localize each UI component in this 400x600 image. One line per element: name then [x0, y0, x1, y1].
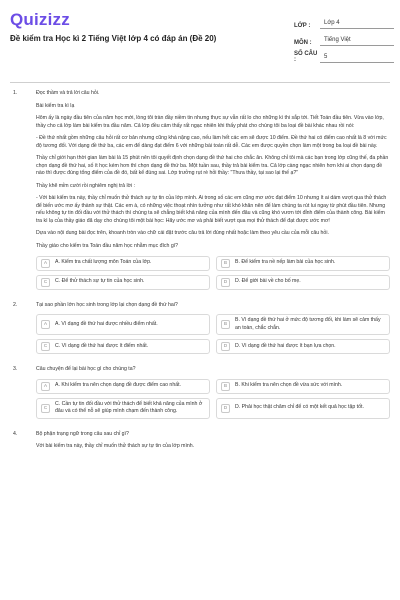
option-text: A. Khi kiểm tra nên chọn dạng đề được điểm cao nhất. [55, 382, 181, 389]
question-4 [10, 431, 390, 456]
option-text: B. Khi kiểm tra nên chọn đề vừa sức với mình. [235, 382, 343, 389]
option-a[interactable] [36, 314, 210, 335]
question-text: Bộ phận trạng ngữ trong câu sau chỉ gì? [36, 430, 129, 437]
example-sentence: Với bài kiểm tra này, thầy chỉ muốn thử thách sự tự tin của lớp mình. [36, 443, 195, 450]
question-number: 2. [13, 301, 18, 308]
answer-options [36, 379, 390, 419]
meta-value-question-count: 5 [320, 54, 394, 63]
meta-key-subject: MÔN : [294, 40, 312, 46]
option-a[interactable] [36, 256, 210, 271]
worksheet-meta [294, 12, 394, 63]
option-text: B. Vì dạng đề thứ hai ở mức độ tương đối, khi làm sẽ cảm thấy an toàn, chắc chắn. [235, 317, 381, 331]
option-letter: D [221, 342, 230, 351]
option-text: A. Kiểm tra chất lượng môn Toán của lớp. [55, 259, 152, 266]
option-text: C. Để thử thách sự tự tin của học sinh. [55, 278, 145, 285]
option-letter: C [41, 278, 50, 287]
worksheet-header [0, 0, 400, 64]
option-text: D. Phải học thật chăm chỉ để có một kết quả học tập tốt. [235, 404, 364, 411]
option-text: D. Vì dạng đề thứ hai được ít bạn lựa chọn. [235, 342, 336, 349]
option-text: D. Để giới bài về cho bố mẹ. [235, 278, 301, 285]
answer-instructions: Dựa vào nội dung bài đọc trên, khoanh tròn vào chữ cái đặt trước câu trả lời đúng nhất hoặc làm theo yêu cầu của mỗi câu hỏi. [36, 230, 329, 237]
passage-paragraph: Thầy chỉ giới hạn thời gian làm bài là 15 phút nên tôi quyết định chọn dạng đề thứ hai cho chắc ăn. Không chỉ tôi mà các bạn trong lớp cũng thế, đa phần chọn dạng đề thứ hai, số ít học kém hơn thì chọn dạng đề thứ ba. Một tuần sau, thầy trả bài kiểm tra. Cả lớp càng ngạc nhiên hơn khi ai chọn dạng đề nào thì được đúng tổng điểm của đề đó, bất kể đúng sai. Lớp trưởng rụt rè hỏi thầy: "Thưa thầy, tại sao lại thế ạ?" [36, 155, 389, 177]
option-letter: B [221, 320, 230, 329]
option-d[interactable] [216, 275, 390, 290]
option-text: C. Cần tự tin đối đầu với thử thách để biết khả năng của mình ở đâu và có thể nỗ sẽ giúp mình chạm đến thành công. [55, 400, 203, 415]
question-number: 1. [13, 90, 18, 96]
meta-row-subject [294, 29, 394, 46]
option-letter: C [41, 404, 50, 413]
meta-value-class: Lớp 4 [320, 20, 394, 29]
option-c[interactable] [36, 398, 210, 419]
passage-paragraph: Thầy khẽ mỉm cười rồi nghiêm nghị trả lời : [36, 182, 136, 189]
passage-paragraph: Hôm ấy là ngày đầu tiên của năm học mới, lòng tôi tràn đầy niềm tin nhưng thực sự vẫn rất lo cho những kì thi sắp tới. Tiết Toán đầu tiên. Vừa vào lớp, thầy cho cả lớp làm bài kiểm tra đầu năm. Cả lớp đều cảm thấy rất ngạc nhiên khi thấy phát cho chúng tôi ba loại đề bài khác nhau rồi nói: [36, 115, 384, 129]
option-text: A. Vì dạng đề thứ hai được nhiều điểm nhất. [55, 320, 158, 327]
option-d[interactable] [216, 398, 390, 419]
question-number: 4. [13, 430, 18, 437]
question-content [36, 90, 390, 290]
option-letter: A [41, 259, 50, 268]
question-1 [10, 90, 390, 290]
option-b[interactable] [216, 314, 390, 335]
answer-options [36, 256, 390, 290]
option-d[interactable] [216, 339, 390, 354]
question-text: Tại sao phần lớn học sinh trong lớp lại chọn dạng đề thứ hai? [36, 301, 178, 308]
passage-title: Bài kiểm tra kì lạ [36, 102, 75, 109]
answer-options [36, 314, 390, 354]
option-letter: D [221, 404, 230, 413]
option-letter: D [221, 278, 230, 287]
header-divider [10, 82, 390, 83]
question-text: Câu chuyện để lại bài học gì cho chúng ta? [36, 366, 136, 373]
question-content [36, 431, 390, 456]
option-letter: B [221, 382, 230, 391]
worksheet-body [10, 90, 390, 600]
passage-paragraph: - Với bài kiểm tra này, thầy chỉ muốn thử thách sự tự tin của lớp mình. Ai trong số các em cũng mơ ước đạt điểm 10 nhưng ít ai dám vượt qua thử thách để biến ước mơ ấy thành sự thật. Các em à, có những việc thoạt nhìn tưởng như rất khó khăn nên để làm chúng ta rút lui ngay từ phút đầu tiên. Nhưng nếu không tự tin đối đầu với thử thách thì chúng ta sẽ chẳng biết khả năng của mình đến đâu và cũng khó vươn tới đỉnh điểm của thành công. Bài kiểm tra kì lạ của thầy giáo đã dạy cho chúng tôi một bài học: Hãy ước mơ và phải biết vượt qua mọi thử thách để đạt được ước mơ! [36, 195, 387, 224]
passage-paragraph: - Đề thứ nhất gồm những câu hỏi rất cơ bản nhưng cũng khá nặng cao, nếu làm hết các em sẽ được 10 điểm. Đề thứ hai có điểm cao nhất là 8 với mức độ tương đối. Với dạng đề thứ ba, các em để dàng đạt điểm 6 với những bài toán rất dễ. Các em được quyền chọn làm một trong ba loại đề bài này. [36, 135, 387, 149]
meta-value-subject: Tiếng Việt [320, 37, 394, 46]
option-b[interactable] [216, 379, 390, 394]
question-text: Thầy giáo cho kiểm tra Toán đầu năm học nhằm mục đích gì? [36, 242, 179, 249]
worksheet-title: Đề kiểm tra Học kì 2 Tiếng Việt lớp 4 có đáp án (Đề 20) [10, 34, 217, 43]
option-letter: C [41, 342, 50, 351]
option-letter: A [41, 320, 50, 329]
option-a[interactable] [36, 379, 210, 394]
meta-row-question-count [294, 46, 394, 63]
meta-key-question-count: SỐ CÂU : [294, 51, 318, 63]
option-b[interactable] [216, 256, 390, 271]
option-letter: B [221, 259, 230, 268]
option-c[interactable] [36, 339, 210, 354]
option-letter: A [41, 382, 50, 391]
question-number: 3. [13, 366, 18, 373]
quizizz-logo: Quizizz [10, 10, 70, 29]
question-content [36, 302, 390, 355]
question-3 [10, 366, 390, 419]
option-c[interactable] [36, 275, 210, 290]
meta-key-class: LỚP : [294, 23, 311, 29]
option-text: C. Vì dạng đề thứ hai được ít điểm nhất. [55, 342, 149, 349]
meta-row-class [294, 12, 394, 29]
option-text: B. Để kiểm tra nề nếp làm bài của học sinh. [235, 259, 336, 266]
question-2 [10, 302, 390, 355]
instruction-text: Đọc thầm và trả lời câu hỏi. [36, 90, 100, 96]
question-content [36, 366, 390, 419]
